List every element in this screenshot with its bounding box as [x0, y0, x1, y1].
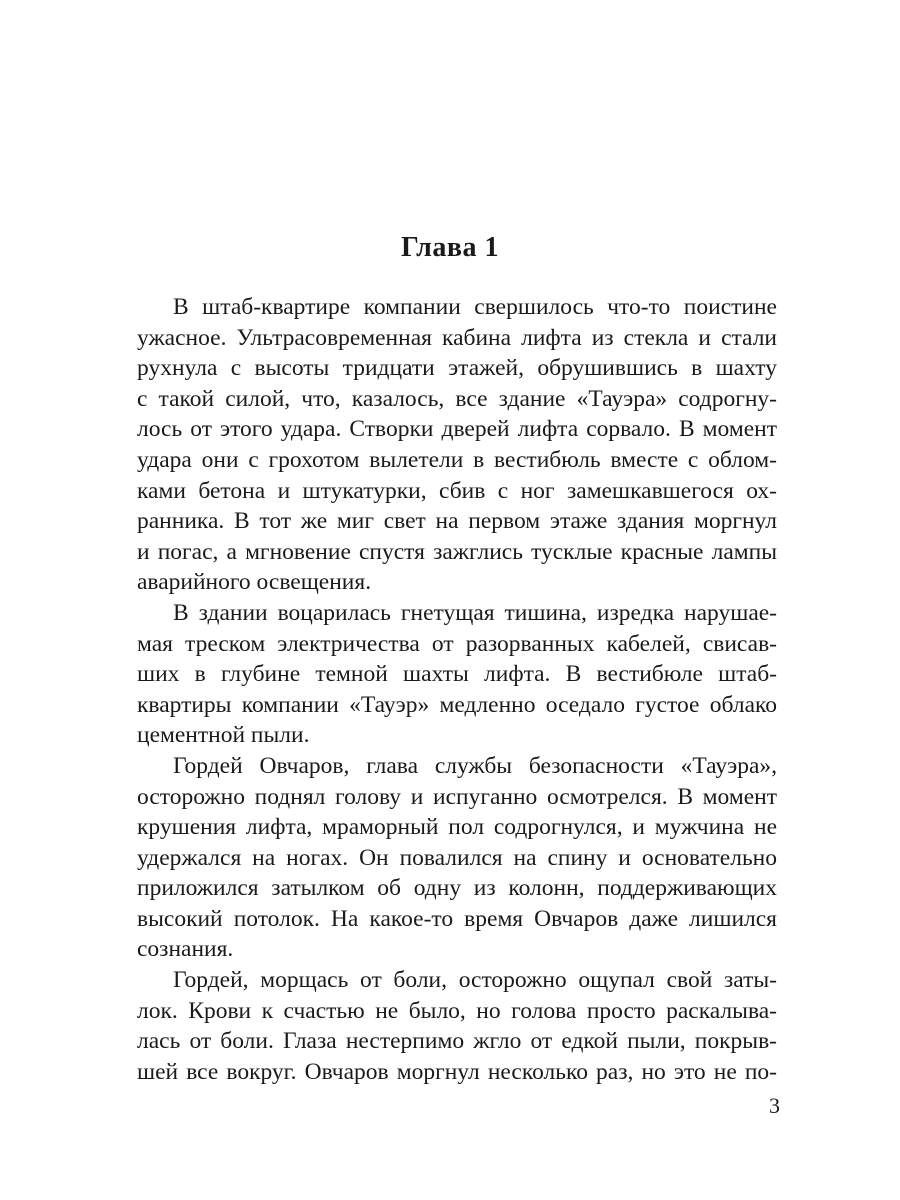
- text-line: осторожно поднял голову и испуганно осмотрелся. В момент: [137, 783, 777, 810]
- text-line: удержался на ногах. Он повалился на спину и основательно: [137, 844, 777, 871]
- text-line: мая треском электричества от разорванных кабелей, свисав-: [137, 630, 777, 657]
- text-line: цементной пыли.: [137, 722, 310, 749]
- paragraph: [137, 751, 777, 965]
- text-line: ранника. В тот же миг свет на первом этаже здания моргнул: [137, 508, 777, 535]
- text-line: высокий потолок. На какое-то время Овчаров даже лишился: [137, 905, 777, 932]
- text-line: сознания.: [137, 936, 234, 963]
- text-line: В штаб-квартире компании свершилось что-то поистине: [173, 294, 777, 320]
- text-line: В здании воцарилась гнетущая тишина, изредка нарушае-: [173, 599, 777, 626]
- text-line: и погас, а мгновение спустя зажглись тусклые красные лампы: [137, 538, 777, 565]
- text-line: квартиры компании «Тауэр» медленно оседало густое облако: [137, 691, 777, 718]
- paragraph: [137, 598, 777, 751]
- text-line: шей все вокруг. Овчаров моргнул несколько раз, но это не по-: [137, 1058, 777, 1085]
- chapter-title: Глава 1: [401, 232, 499, 263]
- text-line: аварийного освещения.: [137, 569, 372, 596]
- paragraph: [137, 965, 777, 1087]
- text-line: ужасное. Ультрасовременная кабина лифта из стекла и стали: [137, 324, 777, 351]
- paragraph: [137, 292, 777, 598]
- text-line: приложился затылком об одну из колонн, поддерживающих: [137, 875, 777, 902]
- text-line: Гордей, морщась от боли, осторожно ощупал свой заты-: [173, 967, 777, 994]
- text-line: лось от этого удара. Створки дверей лифта сорвало. В момент: [137, 416, 777, 443]
- text-line: удара они с грохотом вылетели в вестибюль вместе с облом-: [137, 446, 777, 473]
- text-line: Гордей Овчаров, глава службы безопасности «Тауэра»,: [173, 752, 777, 779]
- text-line: лась от боли. Глаза нестерпимо жгло от едкой пыли, покрыв-: [137, 1028, 777, 1055]
- text-line: ками бетона и штукатурки, сбив с ног замешкавшегося ох-: [137, 477, 777, 504]
- text-line: крушения лифта, мраморный пол содрогнулся, и мужчина не: [137, 814, 777, 841]
- text-line: рухнула с высоты тридцати этажей, обрушившись в шахту: [137, 355, 777, 382]
- text-line: лок. Крови к счастью не было, но голова просто раскалыва-: [137, 997, 777, 1024]
- text-line: ших в глубине темной шахты лифта. В вестибюле штаб-: [137, 661, 777, 688]
- body-text: [137, 292, 777, 1087]
- page-number: 3: [769, 1093, 780, 1118]
- text-line: с такой силой, что, казалось, все здание «Тауэра» содрогну-: [137, 385, 777, 412]
